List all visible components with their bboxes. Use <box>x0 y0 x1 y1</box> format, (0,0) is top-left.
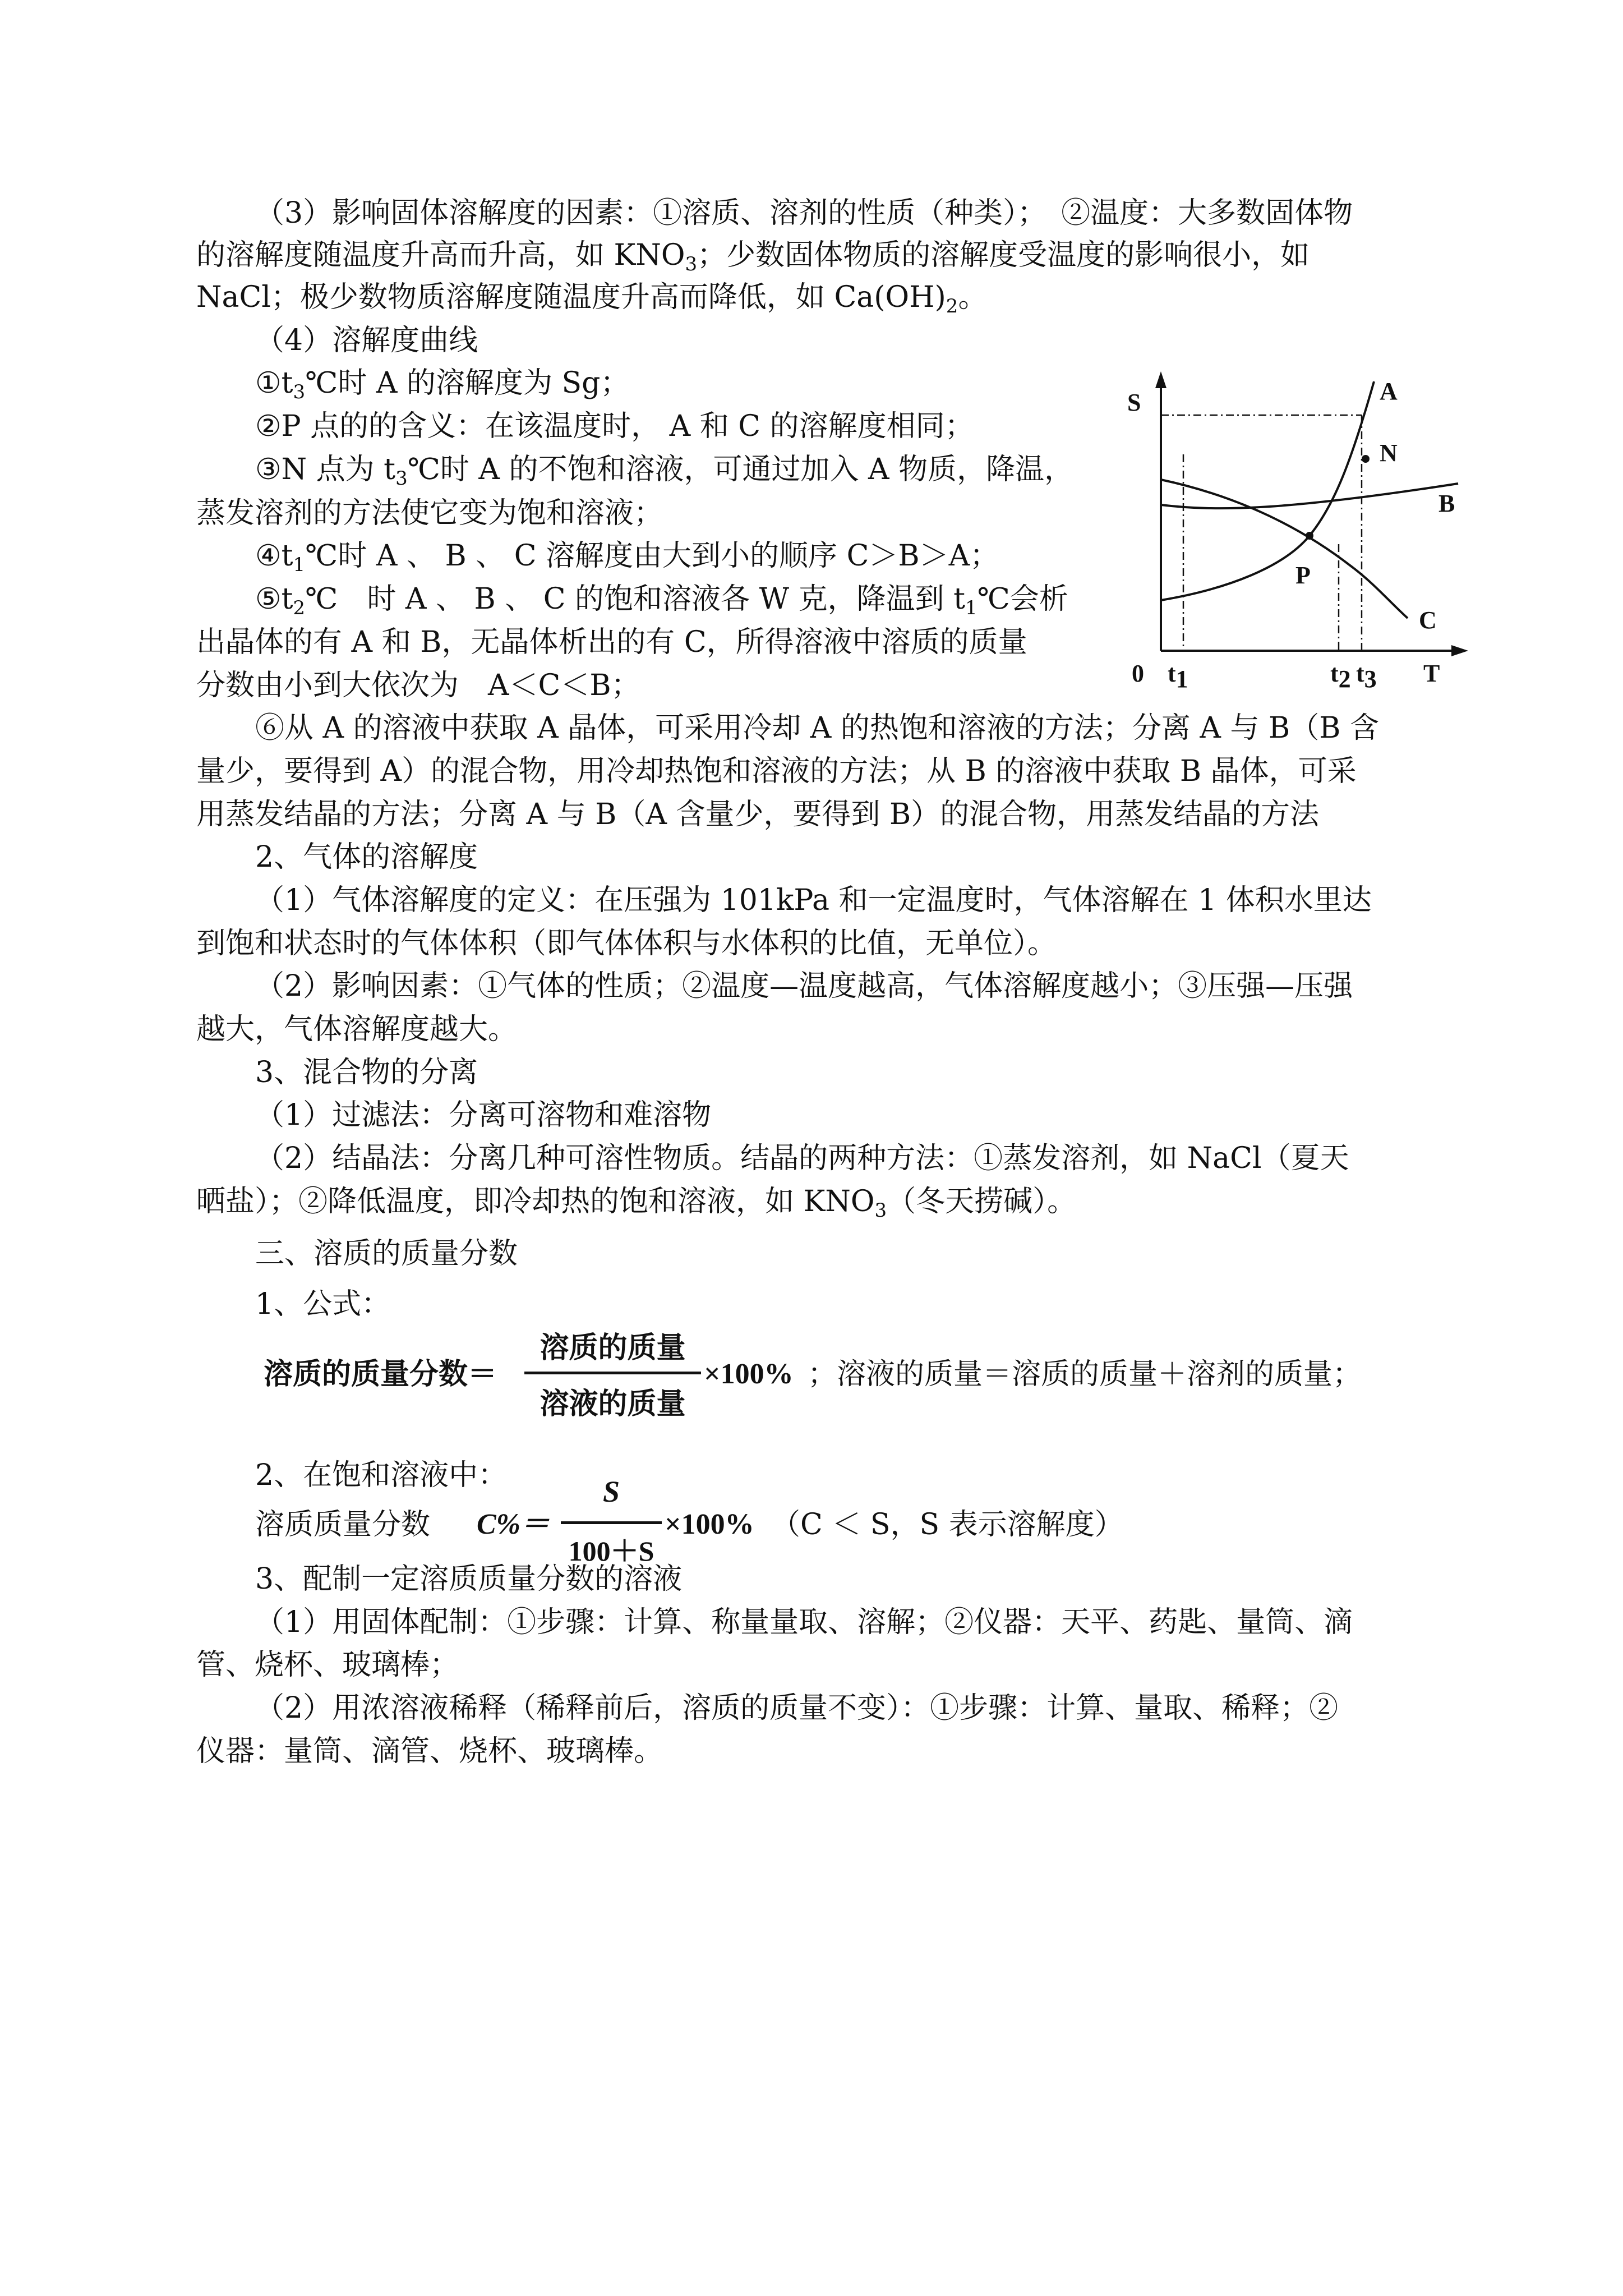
formula-numerator: 溶质的质量 <box>540 1332 686 1364</box>
tick-label-t3: t3 <box>1356 660 1377 693</box>
series-a-curve <box>1161 381 1374 600</box>
formula-times: ×100% <box>704 1358 794 1390</box>
saturated-heading: 2、在饱和溶液中： <box>255 1458 508 1492</box>
para-3-line-1: （3）影响固体溶解度的因素：①溶质、溶剂的性质（种类）； ②温度：大多数固体物 <box>255 196 1353 230</box>
tick-label-origin: 0 <box>1132 660 1144 687</box>
formula-lhs: 溶质的质量分数＝ <box>264 1357 497 1391</box>
fraction-bar <box>524 1372 701 1374</box>
y-axis-arrow <box>1155 371 1166 388</box>
point-1: $①t_3℃$时 A 的溶解度为 Sg； <box>255 366 630 403</box>
gas-factors-line-2: 越大，气体溶解度越大。 <box>196 1013 518 1046</box>
series-b-curve <box>1161 484 1458 508</box>
filtration-method: （1）过滤法：分离可溶物和难溶物 <box>255 1098 712 1132</box>
para-3-line-3: NaCl；极少数物质溶解度随温度升高而降低，如 $Ca(OH)_2$。 <box>196 280 988 318</box>
prep-title: 3、配制一定溶质质量分数的溶液 <box>255 1562 683 1596</box>
series-a-label: A <box>1380 378 1398 405</box>
point-n-marker <box>1362 455 1370 463</box>
solubility-curve-chart <box>1116 365 1481 696</box>
point-5-line-3: 分数由小到大依次为 A＜C＜B； <box>196 669 640 702</box>
saturated-lhs: C%＝ <box>477 1508 550 1540</box>
tick-label-t2: t2 <box>1330 660 1351 693</box>
saturated-note: （C ＜ S，S 表示溶解度） <box>771 1508 1124 1542</box>
saturated-fraction-bar <box>561 1521 662 1524</box>
y-axis-label: S <box>1127 389 1141 416</box>
tick-label-t1: t1 <box>1168 660 1188 693</box>
series-c-label: C <box>1419 606 1437 634</box>
x-axis-arrow <box>1451 645 1468 656</box>
saturated-numerator: S <box>602 1475 620 1508</box>
point-4: $④t_1℃$时 A 、 B 、 C 溶解度由大到小的顺序 C＞B＞A； <box>255 539 999 576</box>
point-5-line-2: 出晶体的有 A 和 B，无晶体析出的有 C，所得溶液中溶质的质量 <box>196 625 1027 659</box>
point-5-line-1: $⑤t_2℃$ 时 A 、 B 、 C 的饱和溶液各 W 克，降温到 $t_1℃$会析 <box>255 582 1068 619</box>
prep-solid-line-2: 管、烧杯、玻璃棒； <box>196 1648 459 1682</box>
point-2: ②P 点的的含义：在该温度时， A 和 C 的溶解度相同； <box>255 409 974 443</box>
x-axis-label: T <box>1423 660 1440 687</box>
point-p-label: P <box>1295 562 1311 589</box>
formula-denominator: 溶液的质量 <box>540 1388 686 1420</box>
formula-heading: 1、公式： <box>255 1287 391 1321</box>
point-6-line-2: 量少，要得到 A）的混合物，用冷却热饱和溶液的方法；从 B 的溶液中获取 B 晶体，可采 <box>196 754 1357 788</box>
saturated-label: 溶质质量分数 <box>255 1508 431 1542</box>
crystallization-line-1: （2）结晶法：分离几种可溶性物质。结晶的两种方法：①蒸发溶剂，如 NaCl（夏天 <box>255 1142 1349 1175</box>
separation-title: 3、混合物的分离 <box>255 1056 478 1089</box>
series-c-curve <box>1161 480 1408 618</box>
gas-def-line-1: （1）气体溶解度的定义：在压强为 101kPa 和一定温度时，气体溶解在 1 体积水里达 <box>255 884 1372 917</box>
point-p-marker <box>1306 532 1313 540</box>
saturated-denominator: 100＋S <box>568 1535 654 1567</box>
gas-title: 2、气体的溶解度 <box>255 840 478 874</box>
formula-tail: ；溶液的质量＝溶质的质量＋溶剂的质量； <box>808 1358 1362 1391</box>
point-3-line-2: 蒸发溶剂的方法使它变为饱和溶液； <box>196 496 663 530</box>
crystallization-line-2: 晒盐）；②降低温度，即冷却热的饱和溶液，如 $KNO_3$（冬天捞碱）。 <box>196 1185 1077 1222</box>
mass-fraction-title: 三、溶质的质量分数 <box>255 1237 518 1271</box>
prep-solid-line-1: （1）用固体配制：①步骤：计算、称量量取、溶解；②仪器：天平、药匙、量筒、滴 <box>255 1605 1353 1639</box>
prep-dilute-line-1: （2）用浓溶液稀释（稀释前后，溶质的质量不变）：①步骤：计算、量取、稀释；② <box>255 1691 1339 1725</box>
series-b-label: B <box>1438 490 1455 517</box>
gas-def-line-2: 到饱和状态时的气体体积（即气体体积与水体积的比值，无单位）。 <box>196 927 1057 960</box>
point-6-line-1: ⑥从 A 的溶液中获取 A 晶体，可采用冷却 A 的热饱和溶液的方法；分离 A 与 B（B 含 <box>255 711 1379 745</box>
para-3-line-2: 的溶解度随温度升高而升高，如 $KNO_3$；少数固体物质的溶解度受温度的影响很小，如 <box>196 238 1310 275</box>
prep-dilute-line-2: 仪器：量筒、滴管、烧杯、玻璃棒。 <box>196 1734 663 1768</box>
para-4-title: （4）溶解度曲线 <box>255 324 478 357</box>
point-n-label: N <box>1380 439 1398 467</box>
point-3-line-1: ③N 点为 $t_3℃$时 A 的不饱和溶液，可通过加入 A 物质，降温， <box>255 453 1074 490</box>
saturated-times: ×100% <box>665 1508 754 1540</box>
gas-factors-line-1: （2）影响因素：①气体的性质；②温度—温度越高，气体溶解度越小；③压强—压强 <box>255 969 1353 1003</box>
point-6-line-3: 用蒸发结晶的方法；分离 A 与 B（A 含量少，要得到 B）的混合物，用蒸发结晶的方法 <box>196 798 1320 831</box>
